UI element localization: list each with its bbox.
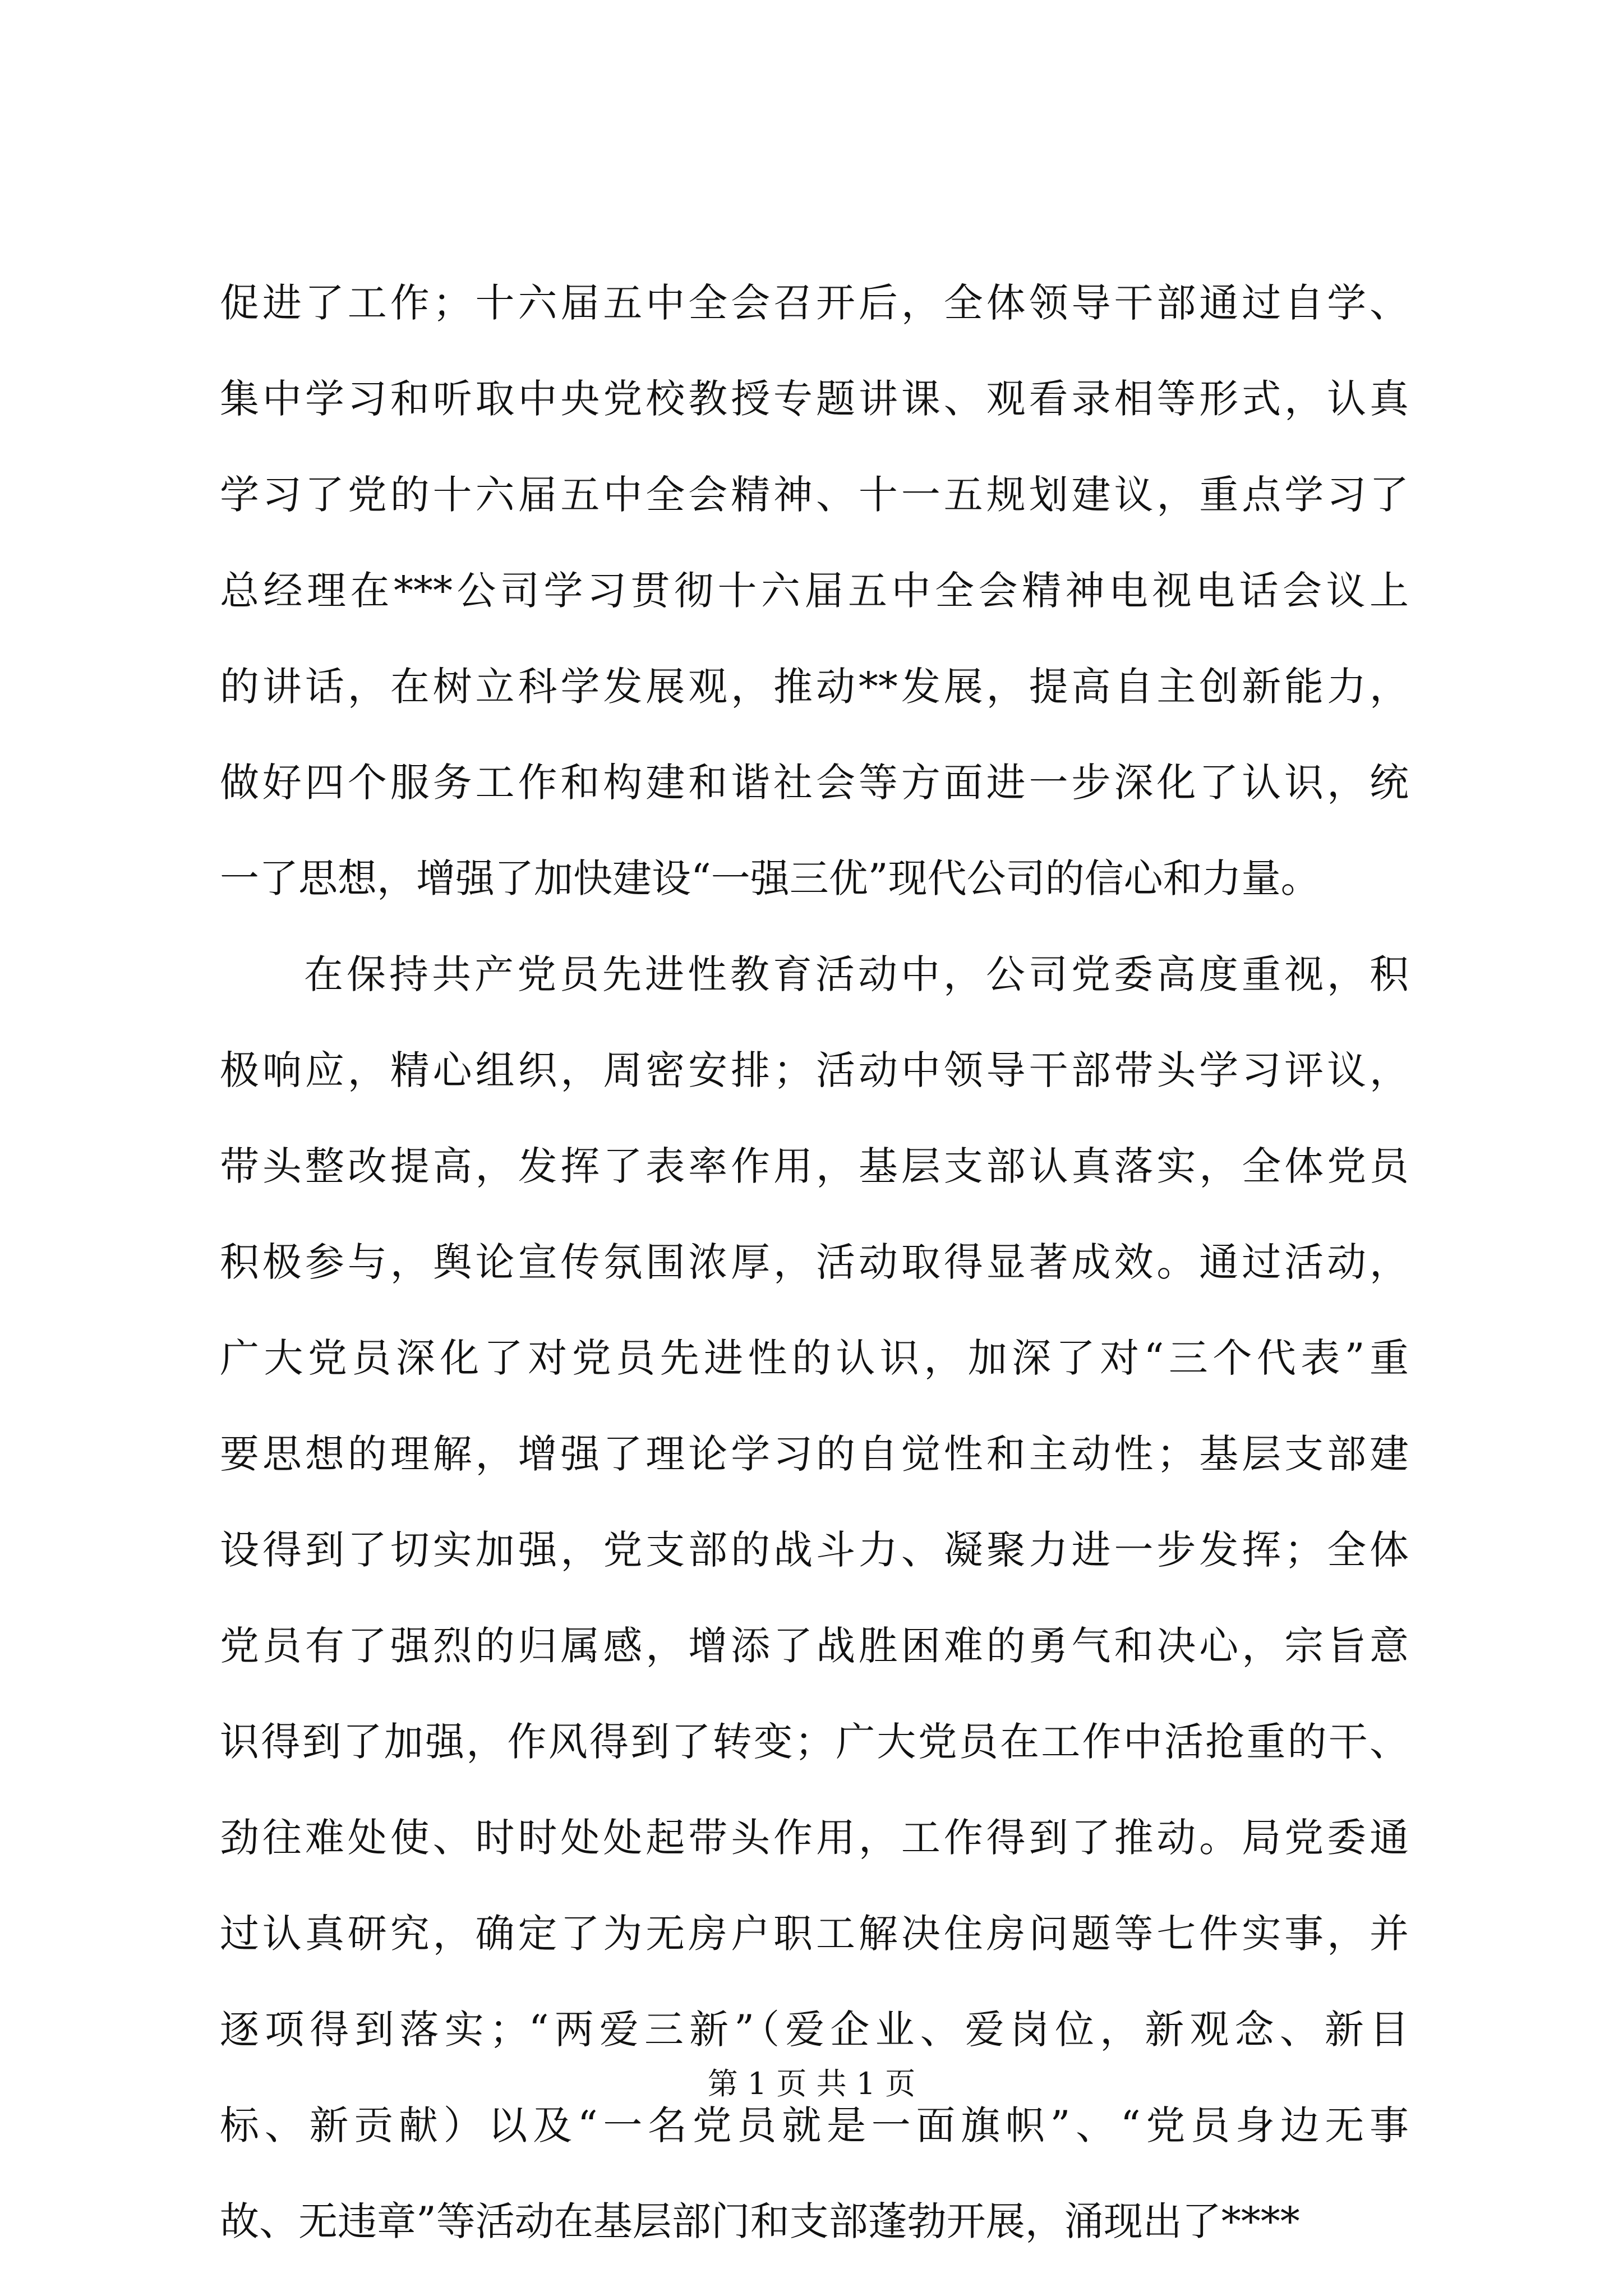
text-line: 带头整改提高，发挥了表率作用，基层支部认真落实，全体党员 [220, 1143, 1409, 1189]
text-line: 在保持共产党员先进性教育活动中，公司党委高度重视，积 [304, 951, 1409, 997]
text-line: 促进了工作；十六届五中全会召开后，全体领导干部通过自学、 [220, 280, 1409, 326]
text-line: 广大党员深化了对党员先进性的认识，加深了对“三个代表”重 [220, 1335, 1409, 1381]
text-line: 设得到了切实加强，党支部的战斗力、凝聚力进一步发挥；全体 [220, 1527, 1409, 1573]
page-footer [0, 2062, 1623, 2106]
text-line: 标、新贡献）以及“一名党员就是一面旗帜”、“党员身边无事 [220, 2102, 1409, 2148]
text-line: 的讲话，在树立科学发展观，推动**发展，提高自主创新能力， [220, 664, 1409, 710]
text-line: 一了思想，增强了加快建设“一强三优”现代公司的信心和力量。 [220, 855, 1320, 901]
document-body [220, 255, 1409, 2270]
text-line: 积极参与，舆论宣传氛围浓厚，活动取得显著成效。通过活动， [220, 1239, 1409, 1285]
text-line: 故、无违章”等活动在基层部门和支部蓬勃开展，涌现出了**** [220, 2198, 1300, 2244]
text-line: 要思想的理解，增强了理论学习的自觉性和主动性；基层支部建 [220, 1431, 1409, 1477]
text-line: 做好四个服务工作和构建和谐社会等方面进一步深化了认识，统 [220, 760, 1409, 806]
text-line: 逐项得到落实；“两爱三新”（爱企业、爱岗位，新观念、新目 [220, 2007, 1409, 2053]
text-line: 识得到了加强，作风得到了转变；广大党员在工作中活抢重的干、 [220, 1719, 1409, 1765]
text-line: 劲往难处使、时时处处起带头作用，工作得到了推动。局党委通 [220, 1815, 1409, 1861]
paragraph-1 [220, 255, 1409, 927]
text-line: 党员有了强烈的归属感，增添了战胜困难的勇气和决心，宗旨意 [220, 1623, 1409, 1669]
text-line: 过认真研究，确定了为无房户职工解决住房问题等七件实事，并 [220, 1911, 1409, 1957]
text-line: 总经理在***公司学习贯彻十六届五中全会精神电视电话会议上 [220, 568, 1409, 614]
page-number-label: 第 1 页 共 1 页 [707, 2066, 916, 2101]
text-line: 集中学习和听取中央党校教授专题讲课、观看录相等形式，认真 [220, 376, 1409, 422]
text-line: 极响应，精心组织，周密安排；活动中领导干部带头学习评议， [220, 1047, 1409, 1093]
text-line: 学习了党的十六届五中全会精神、十一五规划建议，重点学习了 [220, 472, 1409, 518]
